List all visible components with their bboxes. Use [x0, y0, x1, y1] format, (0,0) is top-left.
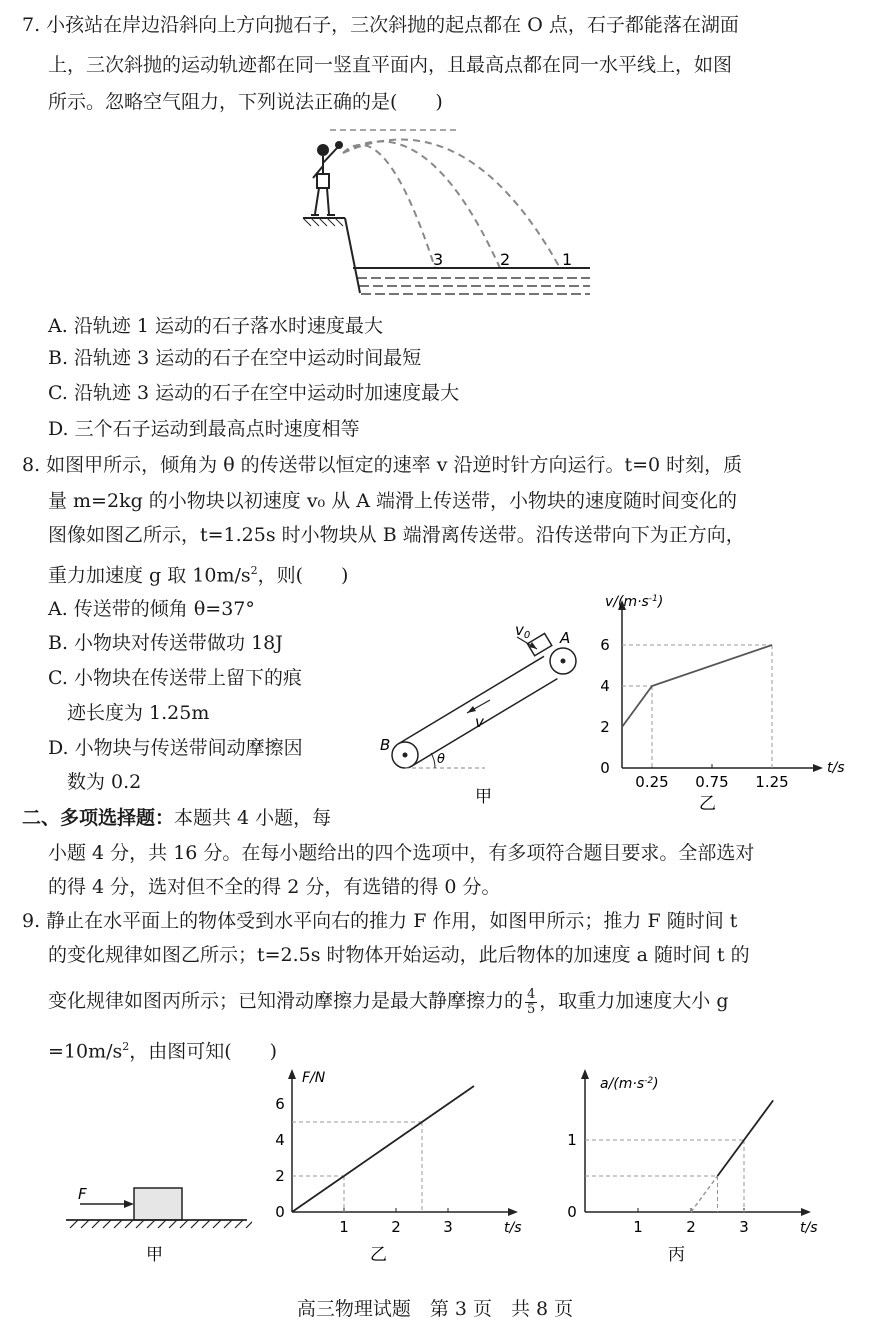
q7-figure — [295, 118, 605, 308]
ground-hatch-mark — [92, 1220, 100, 1228]
q7-option-a: A. 沿轨迹 1 运动的石子落水时速度最大 — [48, 315, 383, 337]
label-b: B — [380, 736, 391, 754]
section2-heading: 二、多项选择题：本题共 4 小题，每 — [22, 807, 332, 829]
q7-option-b: B. 沿轨迹 3 运动的石子在空中运动时间最短 — [48, 347, 422, 369]
y-axis-label: F/N — [302, 1070, 326, 1086]
ground-hatch-mark — [169, 1220, 177, 1228]
section2-line3: 的得 4 分，选对但不全的得 2 分，有选错的得 0 分。 — [48, 876, 501, 898]
extrapolation-dash — [691, 1176, 718, 1212]
x-tick-label: 2 — [686, 1218, 696, 1236]
trajectory-3 — [343, 145, 435, 268]
label-theta: θ — [437, 752, 445, 767]
ground-hatch-mark — [114, 1220, 122, 1228]
q8-stem-line4: 重力加速度 g 取 $10m/s^2$，则( ) — [48, 564, 349, 587]
q9-stem-line2: 的变化规律如图乙所示；t=2.5s 时物体开始运动，此后物体的加速度 a 随时间 t 的 — [48, 944, 750, 966]
x-tick-label: 2 — [391, 1218, 401, 1236]
y-tick-label: 0 — [275, 1203, 285, 1221]
caption-jia-q9: 甲 — [146, 1245, 163, 1265]
ground-hatch-mark — [246, 1220, 252, 1228]
x-axis-label: t/s — [800, 1220, 818, 1236]
q8-option-b: B. 小物块对传送带做功 18J — [48, 632, 283, 654]
q9-stem-line3: 变化规律如图丙所示；已知滑动摩擦力是最大静摩擦力的 $\frac{4}{5}$ ，取重力加速度大小 g — [48, 986, 729, 1017]
ground-hatch-mark — [103, 1220, 111, 1228]
q8-option-d-cont: 数为 0.2 — [48, 771, 142, 793]
q9-fig-jia — [62, 1170, 252, 1265]
acceleration-line — [718, 1100, 774, 1176]
x-tick-label: 0.25 — [635, 773, 669, 791]
label-f: F — [78, 1185, 87, 1203]
q8-stem-line3: 图像如图乙所示，t=1.25s 时小物块从 B 端滑离传送带。沿传送带向下为正方向， — [48, 524, 745, 546]
x-tick-label: 3 — [443, 1218, 453, 1236]
y-axis-label: $a/(m\cdot s^{-2})$ — [600, 1076, 659, 1092]
child-figure — [311, 142, 342, 215]
q9-stem-line4: $=10m/s^2$，由图可知( ) — [48, 1040, 278, 1063]
caption-jia: 甲 — [475, 787, 492, 807]
y-tick-label: 1 — [567, 1131, 577, 1149]
q9-stem-line1: 9. 静止在水平面上的物体受到水平向右的推力 F 作用，如图甲所示；推力 F 随时间 t — [22, 910, 738, 932]
ground-hatch-mark — [191, 1220, 199, 1228]
q8-fig-jia — [375, 615, 590, 810]
ground-hatch-mark — [81, 1220, 89, 1228]
ground-hatch-mark — [213, 1220, 221, 1228]
caption-yi-q9: 乙 — [370, 1245, 387, 1265]
q7-option-c: C. 沿轨迹 3 运动的石子在空中运动时加速度最大 — [48, 382, 460, 404]
ground-hatch-mark — [235, 1220, 243, 1228]
ground-hatch-mark — [180, 1220, 188, 1228]
trajectory-label-3: 3 — [433, 250, 444, 269]
label-v0: $v_0$ — [515, 621, 531, 641]
label-v: v — [475, 713, 484, 731]
q8-fig-yi — [595, 592, 855, 814]
section2-line2: 小题 4 分，共 16 分。在每小题给出的四个选项中，有多项符合题目要求。全部选对 — [48, 842, 755, 864]
q9-fig-bing — [560, 1062, 845, 1267]
q8-stem-line1: 8. 如图甲所示，倾角为 θ 的传送带以恒定的速率 v 沿逆时针方向运行。t=0 时刻，质 — [22, 454, 743, 476]
page-footer: 高三物理试题 第 3 页 共 8 页 — [296, 1298, 574, 1320]
y-tick-label: 2 — [275, 1167, 285, 1185]
trajectory-1 — [343, 140, 560, 268]
q7-stem-line3: 所示。忽略空气阻力，下列说法正确的是( ) — [48, 91, 443, 113]
y-tick-label: 6 — [275, 1095, 285, 1113]
y-tick-label: 2 — [600, 718, 610, 736]
x-tick-label: 1 — [339, 1218, 349, 1236]
q8-option-a: A. 传送带的倾角 θ=37° — [48, 598, 255, 620]
ground-hatch-mark — [70, 1220, 78, 1228]
y-axis-label: $v/(m\cdot s^{-1})$ — [605, 594, 664, 610]
q8-stem-line2: 量 m=2kg 的小物块以初速度 v₀ 从 A 端滑上传送带，小物块的速度随时间变化的 — [48, 490, 738, 512]
q9-fig-yi — [270, 1062, 535, 1267]
x-tick-label: 3 — [739, 1218, 749, 1236]
x-tick-label: 1 — [633, 1218, 643, 1236]
y-tick-label: 4 — [600, 677, 610, 695]
trajectory-label-2: 2 — [500, 250, 511, 269]
ground-hatch-mark — [147, 1220, 155, 1228]
y-tick-label: 6 — [600, 636, 610, 654]
ground-hatch-mark — [158, 1220, 166, 1228]
y-tick-label: 4 — [275, 1131, 285, 1149]
y-tick-label: 0 — [600, 759, 610, 777]
trajectory-2 — [343, 141, 500, 268]
q7-stem-line1: 7. 小孩站在岸边沿斜向上方向抛石子，三次斜抛的起点都在 O 点，石子都能落在湖面 — [22, 14, 739, 36]
force-line — [292, 1086, 474, 1212]
ground-hatch-mark — [202, 1220, 210, 1228]
x-tick-label: 1.25 — [755, 773, 789, 791]
q7-stem-line2: 上，三次斜抛的运动轨迹都在同一竖直平面内，且最高点都在同一水平线上，如图 — [48, 54, 733, 76]
q8-option-c: C. 小物块在传送带上留下的痕 — [48, 667, 302, 689]
q8-option-c-cont: 迹长度为 1.25m — [48, 702, 210, 724]
caption-yi: 乙 — [699, 794, 716, 814]
x-tick-label: 0.75 — [695, 773, 729, 791]
y-tick-label: 0 — [567, 1203, 577, 1221]
block — [134, 1188, 182, 1220]
trajectory-label-1: 1 — [562, 250, 573, 269]
ground-hatch-mark — [125, 1220, 133, 1228]
fraction-four-fifths: $\frac{4}{5}$ — [527, 986, 536, 1017]
caption-bing: 丙 — [668, 1245, 685, 1265]
q7-option-d: D. 三个石子运动到最高点时速度相等 — [48, 418, 360, 440]
x-axis-label: t/s — [827, 760, 845, 776]
label-a: A — [560, 629, 571, 647]
ground-hatch-mark — [136, 1220, 144, 1228]
ground-hatch-mark — [224, 1220, 232, 1228]
q8-option-d: D. 小物块与传送带间动摩擦因 — [48, 737, 303, 759]
x-axis-label: t/s — [504, 1220, 522, 1236]
